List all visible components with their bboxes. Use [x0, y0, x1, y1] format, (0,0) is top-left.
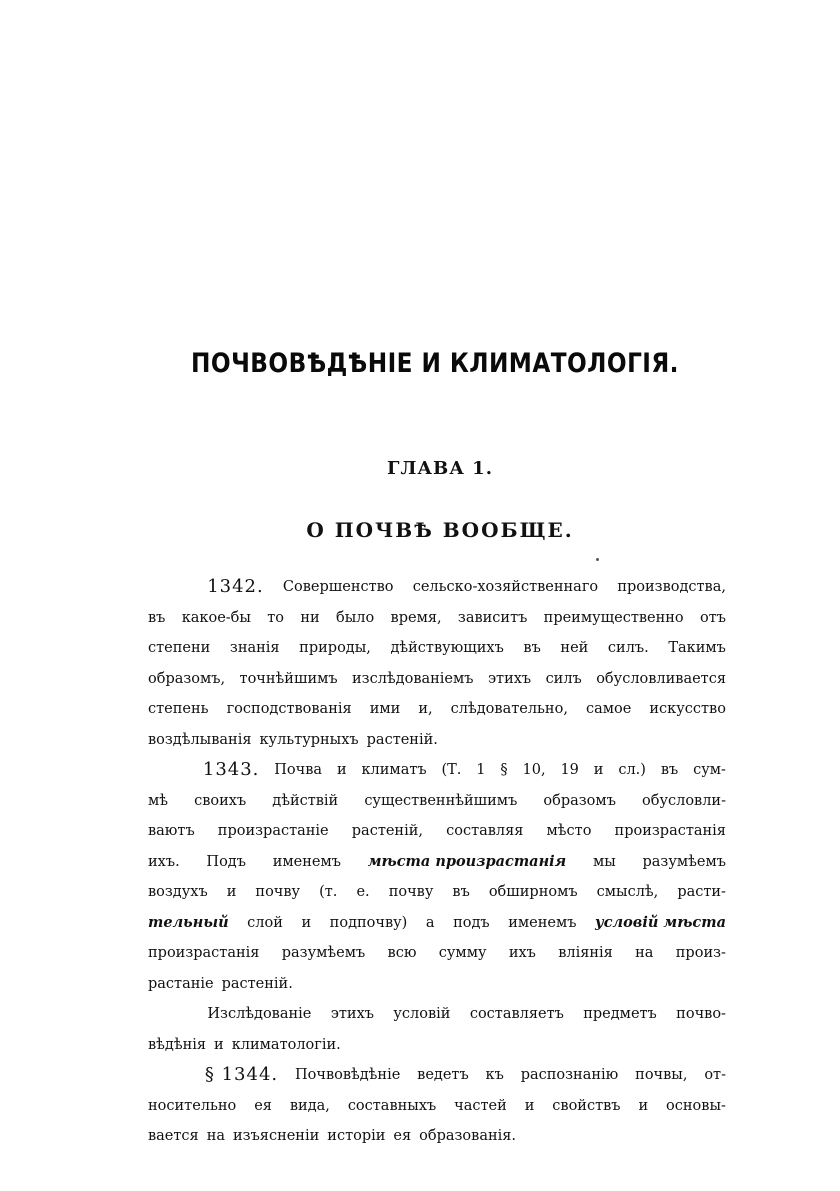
text-line	[148, 1060, 726, 1091]
word: ея	[393, 1128, 412, 1144]
word-gap	[359, 725, 367, 756]
word: обширномъ	[488, 884, 578, 900]
word: Почвовѣдѣніе	[294, 1067, 401, 1083]
word: разумѣемъ	[281, 945, 366, 961]
word: зависитъ	[457, 609, 528, 626]
word-gap	[225, 1121, 233, 1152]
word: своихъ	[194, 792, 247, 809]
word: образомъ,	[148, 670, 226, 687]
word: растаніе	[148, 975, 214, 992]
word: искусство	[649, 701, 726, 717]
word: Такимъ	[668, 640, 726, 656]
word: Подъ	[206, 853, 246, 870]
paragraph-indent	[148, 1060, 188, 1091]
word: самое	[585, 701, 632, 717]
word: подъ	[453, 914, 490, 931]
word: (Т.	[441, 762, 462, 778]
word: ихъ	[508, 945, 536, 961]
word: произ-	[675, 945, 726, 961]
text-line	[148, 603, 726, 634]
text-line	[148, 877, 726, 908]
text-line	[148, 999, 726, 1030]
word: силъ	[545, 670, 582, 687]
word: составляетъ	[469, 1006, 564, 1022]
word: время,	[390, 609, 442, 626]
paragraph-number: § 1344.	[204, 1064, 279, 1085]
word: знанія	[229, 640, 280, 656]
word: обусловли-	[642, 792, 726, 809]
text-line	[148, 969, 726, 1000]
word: вѣдѣнія	[148, 1036, 207, 1053]
word: въ	[660, 762, 679, 778]
word: и	[593, 762, 604, 778]
word: въ	[452, 884, 470, 900]
word: 19	[560, 762, 579, 778]
word: произрастанія	[148, 945, 260, 961]
word: именемъ	[508, 914, 577, 931]
word: исторіи	[327, 1128, 386, 1144]
word: (т.	[319, 884, 338, 900]
word: ней	[560, 640, 589, 656]
word: 10,	[522, 762, 546, 778]
word: ея	[254, 1097, 272, 1114]
text-line	[148, 1121, 726, 1152]
word: ими	[369, 701, 401, 717]
chapter-label: ГЛАВА 1.	[387, 458, 493, 479]
word-gap	[206, 1030, 214, 1061]
word: составляя	[446, 823, 524, 839]
text-line	[148, 725, 726, 756]
word: климатъ	[361, 762, 427, 778]
word: почвы,	[635, 1067, 688, 1083]
paragraph-indent	[148, 999, 188, 1030]
word: ваютъ	[148, 823, 195, 839]
word: ведетъ	[417, 1067, 469, 1083]
word: сл.)	[618, 762, 646, 778]
text-line	[148, 908, 726, 939]
word: мы	[592, 853, 616, 870]
paragraph-number: 1342.	[207, 576, 264, 597]
print-speck	[596, 558, 599, 561]
word-gap	[214, 969, 222, 1000]
word: ни	[300, 609, 320, 626]
word: и	[524, 1097, 535, 1114]
word: е.	[356, 884, 370, 900]
paragraph-number: 1343.	[202, 759, 260, 780]
text-line	[148, 694, 726, 725]
word: от-	[704, 1067, 726, 1083]
word-gap	[199, 1121, 207, 1152]
word: растеній,	[351, 823, 423, 839]
word: мѣсто	[546, 823, 592, 839]
text-line	[148, 938, 726, 969]
text-line	[148, 1091, 726, 1122]
word: почву	[388, 884, 434, 900]
word: предметъ	[583, 1006, 657, 1022]
text-line	[148, 755, 726, 786]
word: изслѣдованіемъ	[352, 670, 474, 687]
word: образомъ	[543, 792, 616, 809]
word: §	[500, 762, 508, 778]
word: природы,	[299, 640, 371, 656]
word: растеній.	[221, 975, 293, 992]
chapter-title: О ПОЧВѢ ВООБЩЕ.	[306, 518, 574, 542]
word: основы-	[666, 1097, 726, 1114]
word: сельско-хозяйственнаго	[412, 579, 599, 595]
word: сумму	[438, 945, 487, 961]
word: какое-бы	[181, 609, 251, 626]
word-gap	[411, 1121, 419, 1152]
word: изъясненіи	[233, 1128, 320, 1144]
text-line	[148, 786, 726, 817]
word: ихъ.	[148, 853, 180, 870]
word: свойствъ	[552, 1097, 621, 1114]
emphasized-term: условій мѣста	[595, 913, 726, 931]
word: воздѣлыванія	[148, 731, 252, 748]
word: въ	[148, 609, 166, 626]
main-title: ПОЧВОВѢДѢНІЕ И КЛИМАТОЛОГІЯ.	[191, 348, 679, 379]
word: сум-	[693, 762, 726, 778]
word: произрастанія	[614, 823, 726, 839]
word: къ	[485, 1067, 504, 1083]
word: существеннѣйшимъ	[364, 792, 518, 809]
word: на	[635, 945, 654, 961]
word: въ	[523, 640, 541, 656]
word: почву	[255, 884, 301, 900]
word-gap	[319, 1121, 327, 1152]
word: и	[301, 914, 312, 931]
word: производства,	[617, 579, 726, 595]
word: носительно	[148, 1097, 237, 1114]
word: мѣ	[148, 792, 169, 809]
word: слой	[247, 914, 283, 931]
word: именемъ	[272, 853, 341, 870]
word: этихъ	[330, 1006, 374, 1022]
emphasized-term: тельный	[148, 913, 229, 931]
word: а	[425, 914, 435, 931]
word: образованія.	[419, 1128, 517, 1144]
word: силъ.	[607, 640, 649, 656]
word: преимущественно	[543, 609, 684, 626]
word: всю	[387, 945, 417, 961]
word: смыслѣ,	[596, 884, 659, 900]
word: было	[336, 609, 375, 626]
word: 1	[476, 762, 486, 778]
text-line	[148, 847, 726, 878]
word: вліянія	[558, 945, 613, 961]
word: степени	[148, 640, 211, 656]
word: климатологіи.	[231, 1036, 341, 1053]
text-line	[148, 633, 726, 664]
word: отъ	[699, 609, 726, 626]
word: дѣйствій	[272, 792, 339, 809]
paragraph-indent	[148, 755, 188, 786]
word: на	[206, 1128, 225, 1144]
word: подпочву)	[329, 914, 408, 931]
word: и	[214, 1036, 224, 1053]
word: и	[226, 884, 237, 900]
text-line	[148, 664, 726, 695]
word: дѣйствующихъ	[390, 640, 504, 656]
text-line	[148, 1030, 726, 1061]
word-gap	[224, 1030, 232, 1061]
emphasized-term: мѣста произрастанія	[367, 852, 567, 870]
word: господствованія	[226, 701, 352, 717]
word: составныхъ	[347, 1097, 437, 1114]
word: культурныхъ	[259, 731, 359, 748]
word: Совершенство	[282, 579, 394, 595]
word: вается	[148, 1128, 199, 1144]
word: расти-	[677, 884, 726, 900]
word: разумѣемъ	[642, 853, 726, 870]
word: и	[638, 1097, 649, 1114]
word: условій	[393, 1006, 451, 1022]
text-line	[148, 572, 726, 603]
word: Почва	[274, 762, 323, 778]
word: степень	[148, 701, 209, 717]
word: Изслѣдованіе	[207, 1006, 312, 1022]
word: то	[267, 609, 285, 626]
word: растеній.	[366, 731, 438, 748]
word: точнѣйшимъ	[239, 670, 338, 687]
word: произрастаніе	[217, 823, 329, 839]
word: этихъ	[487, 670, 532, 687]
word: частей	[454, 1097, 507, 1114]
word: и,	[418, 701, 433, 717]
word: и	[336, 762, 347, 778]
word: вида,	[289, 1097, 330, 1114]
word: распознанію	[520, 1067, 619, 1083]
word: обусловливается	[596, 670, 726, 687]
word: воздухъ	[148, 884, 208, 900]
word-gap	[385, 1121, 393, 1152]
text-line	[148, 816, 726, 847]
paragraph-indent	[148, 572, 188, 603]
word: слѣдовательно,	[450, 701, 568, 717]
body-text	[148, 572, 726, 1152]
word-gap	[251, 725, 259, 756]
word: почво-	[676, 1006, 726, 1022]
